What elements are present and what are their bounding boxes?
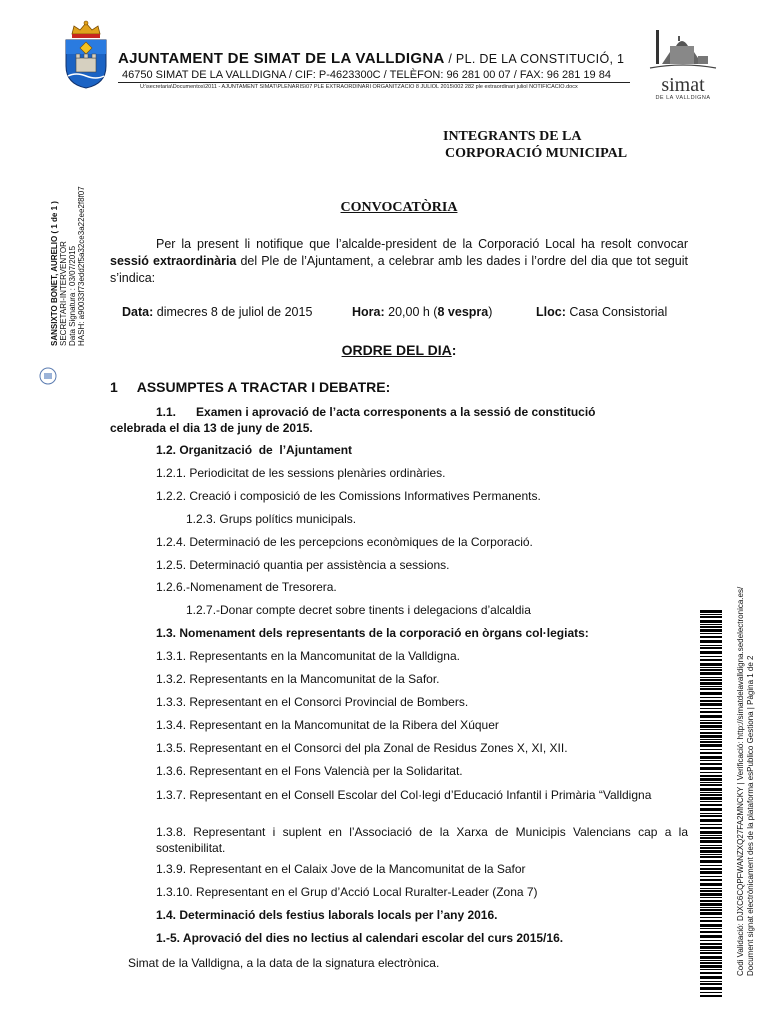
barcode-bar [700,960,722,961]
barcode-bar [700,981,722,982]
verification-block [736,587,755,976]
agenda-item-1-2-2: 1.2.2. Creació i composició de les Comissions Informatives Permanents. [156,489,541,503]
barcode-bar [700,659,722,661]
church-icon [648,28,718,72]
agenda-item-1-2-7: 1.2.7.-Donar compte decret sobre tinents i delegacions d’alcaldia [186,603,531,617]
barcode-bar [700,732,722,734]
barcode-bar [700,835,722,836]
barcode-bar [700,722,722,724]
barcode-bar [700,900,722,902]
agenda-item-1-5: 1.-5. Aprovació del dies no lectius al calendari escolar del curs 2015/16. [156,931,564,945]
barcode-bar [700,956,722,959]
barcode-bar [700,831,722,834]
simat-logo [648,28,718,101]
barcode-bar [700,943,722,945]
barcode-bar [700,672,722,675]
barcode-bar [700,697,722,698]
agenda-item-1-3-8: 1.3.8. Representant i suplent en l’Associació de la Xarxa de Municipis Valencians cap a la sostenibilitat. [156,825,688,855]
agenda-item-1-4: 1.4. Determinació dels festius laborals locals per l’any 2016. [156,908,498,922]
org-name: AJUNTAMENT DE SIMAT DE LA VALLDIGNA [118,50,445,67]
agenda-item-1-1b: celebrada el dia 13 de juny de 2015. [110,421,313,435]
date-value: dimecres 8 de juliol de 2015 [153,305,313,319]
barcode-bar [700,686,722,687]
closing-line: Simat de la Valldigna, a la data de la signatura electrònica. [128,956,440,970]
barcode-bar [700,614,722,615]
barcode-bar [700,663,722,666]
barcode-bar [700,633,722,634]
barcode-bar [700,645,722,646]
barcode-bar [700,813,722,814]
barcode-bar [700,888,722,889]
barcode-bar [700,624,722,625]
coat-of-arms-logo [60,20,112,90]
barcode-bar [700,703,722,706]
agenda-title [0,342,770,358]
barcode-bar [700,778,722,781]
org-address: / PL. DE LA CONSTITUCIÓ, 1 [444,52,625,66]
barcode-bar [700,669,722,671]
barcode-bar [700,620,722,623]
barcode-bar [700,883,722,886]
agenda-item-1-3-7: 1.3.7. Representant en el Consell Escolar del Col·legi d’Educació Infantil i Primària “Valldigna [156,788,652,802]
intro-bold: sessió extraordinària [110,254,237,268]
barcode-bar [700,744,722,747]
agenda-item-1-3-5: 1.3.5. Representant en el Consorci del pla Zonal de Residus Zones X, XI, XII. [156,741,568,755]
barcode-bar [700,797,722,800]
barcode-bar [700,897,722,898]
barcode-bar [700,907,722,908]
barcode-bar [700,952,722,954]
barcode-bar [700,756,722,759]
place-value: Casa Consistorial [565,305,668,319]
barcode-bar [700,912,722,915]
recipient-line-2: CORPORACIÓ MUNICIPAL [445,146,628,161]
barcode-bar [700,976,722,979]
barcode-bar [700,969,722,970]
barcode-bar [700,651,722,654]
barcode-bar [700,610,722,613]
barcode-bar [700,715,722,718]
barcode-bar [700,708,722,709]
agenda-item-1-2-5: 1.2.5. Determinació quantia per assistència a sessions. [156,558,450,572]
agenda-item-1-3-2: 1.3.2. Representants en la Mancomunitat de la Safor. [156,672,440,686]
agenda-item-1-2-3: 1.2.3. Grups polítics municipals. [186,512,357,526]
signature-date: Data Signatura : 03/07/2015 [68,245,77,346]
agenda-item-1-2-1: 1.2.1. Periodicitat de les sessions plenàries ordinàries. [156,466,446,480]
barcode-bar [700,935,722,938]
barcode-bar [700,840,722,843]
org-contact: 46750 SIMAT DE LA VALLDIGNA / CIF: P-4623300C / TELÈFON: 96 281 00 07 / FAX: 96 281 19 84 [122,69,611,81]
intro-text-1: Per la present li notifique que l’alcalde-president de la Corporació Local ha resolt convocar [156,237,688,251]
barcode-bar [700,775,722,777]
agenda-item-1-3: 1.3. Nomenament dels representants de la corporació en òrgans col·legiats: [156,626,589,640]
barcode-bar [700,856,722,858]
barcode-bar [700,879,722,881]
barcode-bar [700,739,722,740]
barcode-bar [700,940,722,941]
barcode-bar [700,903,722,906]
agenda-title-colon: : [451,342,457,358]
barcode-bar [700,772,722,773]
signature-hash: HASH: a90033f73edd2f5a32ce3a22ee2f8f07 [77,186,86,346]
time-bold: 8 vespra [437,305,489,319]
barcode [700,610,722,998]
barcode-bar [700,763,722,765]
intro-text-3: del Ple de l’Ajuntament, a celebrar amb les dades i l’ordre del dia que tot seguit s’indica: [110,254,688,285]
section-heading: 1 ASSUMPTES A TRACTAR I DEBATRE: [110,379,391,395]
barcode-bar [700,760,722,761]
barcode-bar [700,890,722,892]
barcode-bar [700,804,722,806]
barcode-bar [700,784,722,786]
signer-role: SECRETARI-INTERVENTOR [59,241,68,346]
barcode-bar [700,987,722,990]
barcode-bar [700,801,722,802]
barcode-bar [700,860,722,863]
barcode-bar [700,667,722,668]
barcode-bar [700,749,722,750]
barcode-bar [700,688,722,690]
barcode-bar [700,824,722,825]
barcode-bar [700,965,722,968]
barcode-bar [700,677,722,678]
time-end: ) [488,305,493,319]
barcode-bar [700,931,722,933]
barcode-bar [700,850,722,853]
barcode-bar [700,876,722,877]
barcode-bar [700,928,722,929]
barcode-bar [700,725,722,728]
barcode-bar [700,647,722,649]
agenda-item-1-2-6: 1.2.6.-Nomenament de Tresorera. [156,580,337,594]
barcode-bar [700,616,722,618]
header-rule [118,82,630,83]
barcode-bar [700,636,722,638]
verification-platform: Document signat electrònicament des de la plataforma esPublico Gestiona | Pàgina 1 de 2 [745,655,755,976]
barcode-bar [700,920,722,922]
barcode-bar [700,729,722,730]
recipient-line-1: INTEGRANTS DE LA [443,129,582,144]
barcode-bar [700,992,722,993]
barcode-bar [700,679,722,681]
barcode-bar [700,792,722,793]
agenda-item-1-2-4: 1.2.4. Determinació de les percepcions econòmiques de la Corporació. [156,535,533,549]
recipient-block [443,128,627,162]
intro-paragraph [110,236,688,287]
barcode-bar [700,983,722,985]
barcode-bar [700,865,722,866]
barcode-bar [700,720,722,721]
barcode-bar [700,871,722,874]
barcode-bar [700,682,722,685]
barcode-bar [700,782,722,783]
barcode-bar [700,819,722,822]
agenda-title-text: ORDRE DEL DIA [341,342,452,358]
file-path: U:\secretaria\Documentos\2011 - AJUNTAMENT SIMAT\PLENARIS\07 PLE EXTRAORDINARI ORGANITZACIO 8 JULIOL 2015\002 282 ple extraordinari juliol NOTIFICACIO.docx [140,84,578,90]
document-title: CONVOCATÒRIA [340,200,458,215]
barcode-bar [700,735,722,738]
agenda-item-1-3-9: 1.3.9. Representant en el Calaix Jove de la Mancomunitat de la Safor [156,862,526,876]
meeting-place [536,305,667,319]
barcode-bar [700,847,722,849]
seal-icon [38,366,58,386]
barcode-bar [700,962,722,964]
time-label: Hora: [352,305,385,319]
barcode-bar [700,972,722,974]
barcode-bar [700,640,722,643]
barcode-bar [700,626,722,628]
barcode-bar [700,794,722,796]
barcode-bar [700,752,722,754]
agenda-item-1-3-10: 1.3.10. Representant en el Grup d’Acció Local Ruralter-Leader (Zona 7) [156,885,538,899]
barcode-bar [700,893,722,896]
agenda-item-1-2: 1.2. Organització de l’Ajuntament [156,443,353,457]
agenda-item-1-3-6: 1.3.6. Representant en el Fons Valencià per la Solidaritat. [156,764,463,778]
barcode-bar [700,868,722,870]
barcode-bar [700,711,722,713]
simat-logo-sub: DE LA VALLDIGNA [655,95,711,101]
barcode-bar [700,995,722,997]
barcode-bar [700,924,722,927]
barcode-bar [700,700,722,702]
barcode-bar [700,827,722,829]
barcode-bar [700,815,722,817]
barcode-bar [700,808,722,811]
barcode-bar [700,946,722,949]
time-value: 20,00 h ( [384,305,438,319]
verification-code: Codi Validació: DJXC6CQPFWANZXQ27FA2MNCKY | Verificació: http://simatdelavalldigna.sedelectronica.es/ [736,586,745,976]
agenda-item-1-3-1: 1.3.1. Representants en la Mancomunitat de la Valldigna. [156,649,460,663]
barcode-bar [700,909,722,911]
barcode-bar [700,629,722,632]
agenda-item-1-3-3: 1.3.3. Representant en el Consorci Provincial de Bombers. [156,695,469,709]
barcode-bar [700,917,722,918]
barcode-bar [700,845,722,846]
signer-name: SANSIXTO BONET, AURELIO ( 1 de 1 ) [50,201,59,346]
simat-logo-text: simat [661,74,705,96]
barcode-bar [700,741,722,743]
meeting-date [122,305,312,319]
agenda-item-1-3-4: 1.3.4. Representant en la Mancomunitat de la Ribera del Xúquer [156,718,499,732]
barcode-bar [700,767,722,770]
barcode-bar [700,788,722,791]
place-label: Lloc: [536,305,566,319]
agenda-item-1-1a: 1.1. Examen i aprovació de l’acta corresponents a la sessió de constitució [156,405,596,419]
barcode-bar [700,692,722,695]
barcode-bar [700,837,722,839]
header-org-line [118,50,624,67]
barcode-bar [700,854,722,855]
date-label: Data: [122,305,154,319]
signature-stamp [50,186,86,346]
meeting-time [352,305,492,319]
barcode-bar [700,950,722,951]
barcode-bar [700,656,722,657]
